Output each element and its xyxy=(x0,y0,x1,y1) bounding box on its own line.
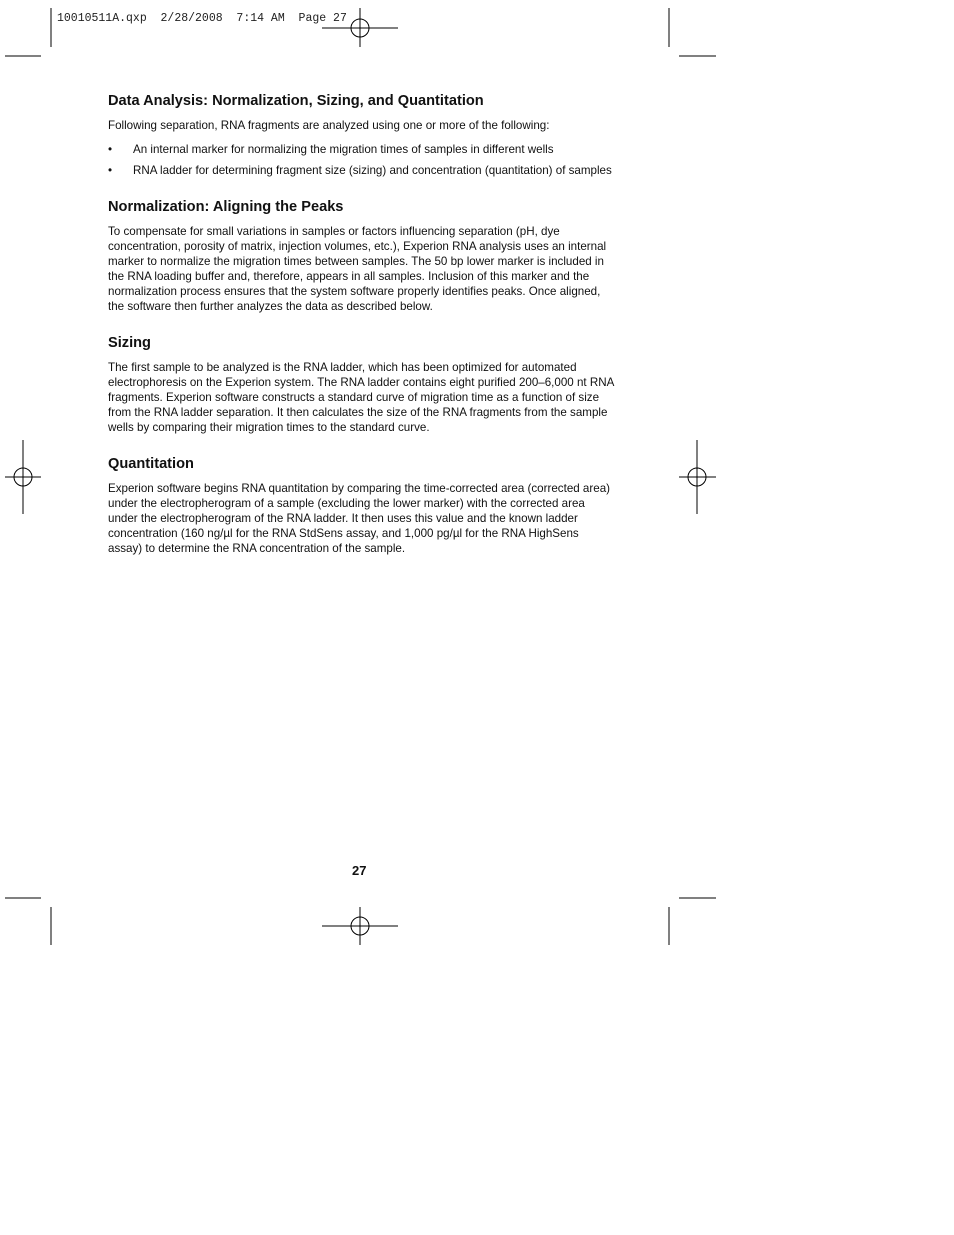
page-number: 27 xyxy=(352,863,367,878)
intro-paragraph: Following separation, RNA fragments are analyzed using one or more of the following: xyxy=(108,119,550,132)
section-quantitation xyxy=(108,455,614,556)
section-data-analysis xyxy=(108,92,614,178)
bullet-list xyxy=(108,142,614,178)
list-item xyxy=(108,142,614,157)
section-sizing xyxy=(108,334,614,435)
paragraph-quantitation: Experion software begins RNA quantitation by comparing the time-corrected area (corrected area) under the electropherogram of a sample (excluding the lower marker) with the corrected area under the electropherogram of the RNA ladder. It then uses this value and the known ladder concentration (160 ng/µl for the RNA StdSens assay, and 1,000 pg/µl for the RNA HighSens assay) to determine the RNA concentration of the sample. xyxy=(108,482,611,555)
list-item-text: An internal marker for normalizing the migration times of samples in different wells xyxy=(133,143,554,156)
paragraph-normalization: To compensate for small variations in samples or factors influencing separation (pH, dye concentration, porosity of matrix, injection volumes, etc.), Experion RNA analysis uses an internal marker to normalize the migration times between samples. The 50 bp lower marker is included in the RNA loading buffer and, therefore, appears in all samples. Inclusion of this marker and the normalization process ensures that the system software properly identifies peaks. Once aligned, the software then further analyzes the data as described below. xyxy=(108,225,607,313)
section-normalization xyxy=(108,198,614,314)
page-content xyxy=(108,92,614,576)
heading-quantitation: Quantitation xyxy=(108,456,194,472)
heading-sizing: Sizing xyxy=(108,335,151,351)
list-item-text: RNA ladder for determining fragment size (sizing) and concentration (quantitation) of samples xyxy=(133,164,612,177)
bullet-glyph: • xyxy=(108,164,113,177)
heading-data-analysis: Data Analysis: Normalization, Sizing, and Quantitation xyxy=(108,93,484,109)
bullet-glyph: • xyxy=(108,143,113,156)
heading-normalization: Normalization: Aligning the Peaks xyxy=(108,199,344,215)
list-item xyxy=(108,163,614,178)
print-slug: 10010511A.qxp 2/28/2008 7:14 AM Page 27 xyxy=(57,12,347,25)
paragraph-sizing: The first sample to be analyzed is the RNA ladder, which has been optimized for automated electrophoresis on the Experion system. The RNA ladder contains eight purified 200–6,000 nt RNA fragments. Experion software constructs a standard curve of migration time as a function of size from the RNA ladder separation. It then calculates the size of the RNA fragments from the sample wells by comparing their migration times to the standard curve. xyxy=(108,361,614,434)
